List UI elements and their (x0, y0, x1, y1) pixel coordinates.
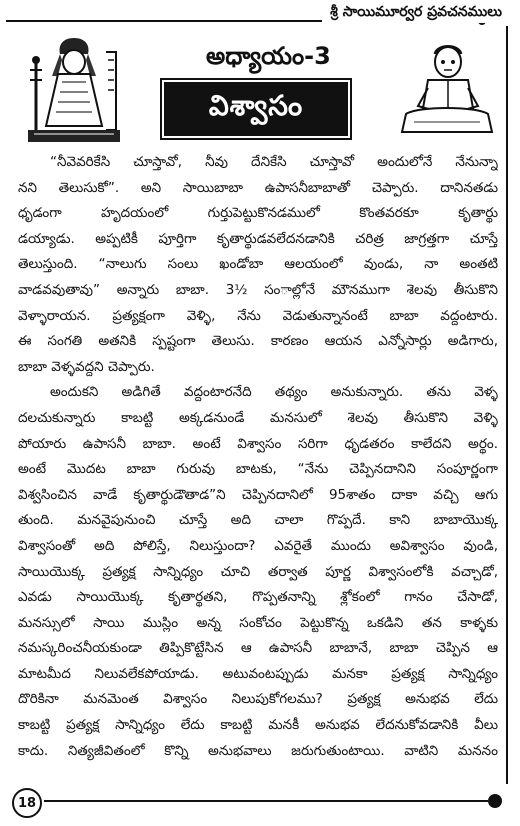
text-line: బాబా వెళ్ళవద్దని చెప్పారు. (18, 358, 155, 375)
side-rule (506, 26, 508, 784)
footer-rule-ornament (488, 794, 502, 808)
speaker-portrait-image (398, 40, 496, 140)
chapter-title-box (164, 82, 348, 136)
text-line: దొరికినా మనమెంత విశ్వాసం నిలుపుకోగలము? ప్రత్యక్ష అనుభవ లేదు (18, 691, 498, 708)
text-line: వాడవవుతావు” అన్నారు బాబా. 3½ సంాల్లోనే మౌనముగా శెలవు తీసుకొని (18, 281, 498, 298)
text-line: ఎవడు సాయియొక్క కృతార్థతని, గొప్పతనాన్ని శ్లోకంలో గానం చేసాడో, (18, 589, 498, 606)
page-number: 18 (12, 788, 42, 818)
chapter-title: విశ్వాసం (208, 89, 304, 122)
text-line: విశ్వసించిన వాడే కృతార్థుడౌతాడ”ని చెప్పినదానిలో 95శాతం దాకా వచ్చి ఆగు (18, 486, 498, 503)
text-line: దలచుకున్నారు కాబట్టి అక్కడనుండే మనసులో శెలవు తీసుకొని వెళ్ళి (18, 409, 498, 426)
text-line: మాటమీద నిలువలేకపోయాడు. అటువంటప్పుడు మనకా ప్రత్యక్ష సాన్నిధ్యం (18, 665, 498, 682)
text-line: విశ్వాసంతో అది పోలిస్తే, నిలుస్తుందా? ఎవరైతే ముందు అవిశ్వాసం వుండి, (18, 537, 498, 554)
text-line: అందుకని అడిగితే వద్దంటారనేది తథ్యం అనుకున్నారు. తను వెళ్ళ (50, 384, 498, 401)
text-line: ఈ సంగతి అతనికి స్పష్టంగా తెలుసు. కారణం ఆయన ఎన్నోసార్లు అడిగారు, (18, 333, 498, 350)
text-line: కాబట్టి ప్రత్యక్ష సాన్నిధ్యం లేదు కాబట్టి మనకీ అనుభవ లేదనుకోవడానికి వీలు (18, 717, 498, 734)
text-line: పోయారు ఉపాసనీ బాబా. అంటే విశ్వాసం సరిగా ధృడతరం కాలేదని అర్థం. (18, 435, 498, 452)
sai-baba-portrait-image (22, 30, 126, 146)
text-line: వెళ్ళారాయన. ప్రత్యక్షంగా వెళ్ళి, నేను వెడుతున్నానంటే బాబా వద్దంటారు. (18, 307, 498, 324)
running-header: శ్రీ సాయిమూర్వర ప్రవచనములు (322, 4, 502, 23)
text-line: తుంది. మనవైపునుంచి చూస్తే అది చాలా గొప్పదే. కాని బాబాయొక్క (18, 512, 498, 529)
chapter-label: అధ్యాయం-3 (206, 42, 331, 70)
text-line: అంటే మొదట బాబా గురువు బాటకు, “నేను చెప్పినదానిని సంపూర్ణంగా (18, 461, 498, 478)
text-line: సాయియొక్క ప్రత్యక్ష సాన్నిధ్యం చూచి తర్వాత పూర్ణ విశ్వాసంలోకి వచ్చాడో, (18, 563, 498, 580)
text-line: నమస్కరించనీయకుండా తిప్పికొట్టేసిన ఆ ఉపాసనీ బాబానే, బాబా చెప్పిన ఆ (18, 640, 498, 657)
text-line: ధృడంగా హృదయంలో గుర్తుపెట్టుకొనడములో కొంతవరకూ కృతార్థు (18, 205, 498, 222)
text-line: నని తెలుసుకో”. అని సాయిబాబా ఉపాసనీబాబాతో చెప్పారు. దానినతడు (18, 179, 498, 196)
footer-rule (44, 800, 488, 802)
text-line: డయ్యాడు. అప్పటికీ పూర్తిగా కృతార్థుడవలేదనడానికి చరిత్ర జాగ్రత్తగా చూస్తే (18, 230, 498, 247)
text-line: తెలుస్తుంది. “నాలుగు సంలు ఖండోబా ఆలయంలో వుండు, నా అంతటి (18, 256, 498, 273)
text-line: మనస్సులో సాయి ముస్లిం అన్న సంకోచం పెట్టుకొన్న ఒకడిని తన కాళ్ళకు (18, 614, 498, 631)
body-text (18, 150, 498, 764)
text-line: “నీవెవరికేసి చూస్తావో, నీవు దేనికేసి చూస్తావో అందులోనే నేనున్నా (50, 154, 498, 170)
text-line: కాదు. నిత్యజీవితంలో కొన్ని అనుభవాలు జరుగుతుంటాయి. వాటిని మననం (18, 742, 498, 759)
